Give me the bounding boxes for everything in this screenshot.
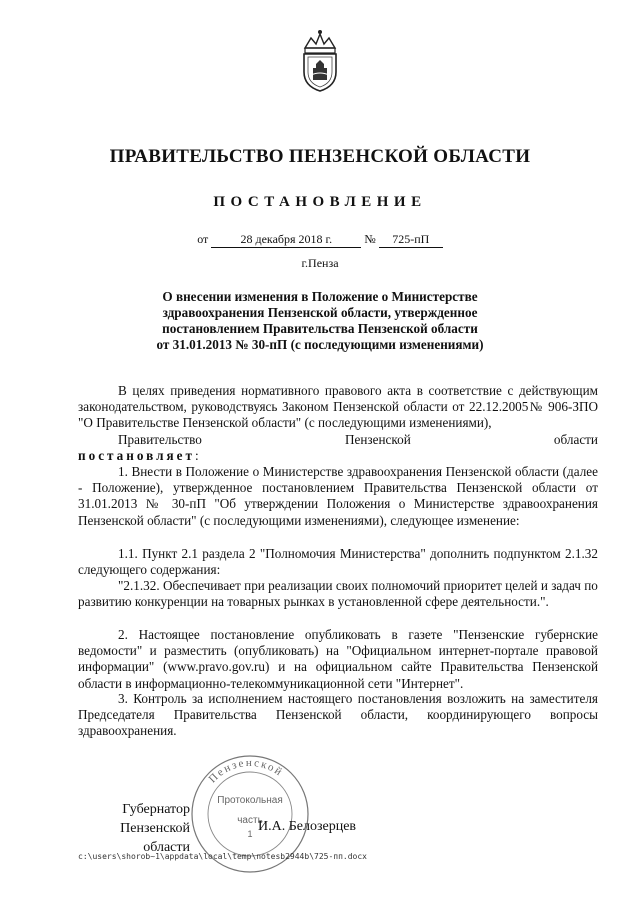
signatory-position bbox=[80, 800, 190, 857]
document-subject bbox=[0, 289, 640, 353]
subject-line: от 31.01.2013 № 30-пП (с последующими изменениями) bbox=[156, 337, 484, 352]
organization-title: ПРАВИТЕЛЬСТВО ПЕНЗЕНСКОЙ ОБЛАСТИ bbox=[109, 146, 531, 167]
decrees-colon: : bbox=[194, 447, 199, 463]
stamp-center-number: 1 bbox=[247, 829, 253, 839]
item-1-paragraph: 1. Внести в Положение о Министерстве здравоохранения Пензенской области (далее - Положение), утвержденное постановлением Правительства Пензенской области от 31.01.2013 № 30-пП "Об утверждении Положения о Министерстве здравоохранения Пензенской области" (с последующими изменениями), следующее изменение: bbox=[78, 464, 598, 528]
stamp-ring-text: Пензенской bbox=[206, 756, 286, 786]
stamp-center-line1: Протокольная bbox=[217, 795, 283, 806]
position-line: Губернатор bbox=[122, 802, 190, 817]
subject-line: О внесении изменения в Положение о Министерстве bbox=[162, 289, 478, 304]
intro-paragraph bbox=[78, 383, 598, 464]
item-2-paragraph: 2. Настоящее постановление опубликовать в газете "Пензенские губернские ведомости" и разместить (опубликовать) на "Официальном интернет-портале правовой информации" (www.pravo.gov.ru) и на официальном сайте Правительства Пензенской области в информационно-телекоммуникационной сети "Интернет". bbox=[78, 627, 598, 691]
coat-of-arms-icon bbox=[299, 28, 341, 92]
document-type-title: ПОСТАНОВЛЕНИЕ bbox=[213, 194, 427, 210]
file-path-footer: c:\users\shorob~1\appdata\local\temp\notesb2944b\725-пп.docx bbox=[78, 852, 367, 861]
quoted-amendment-paragraph: "2.1.32. Обеспечивает при реализации своих полномочий приоритет целей и задач по развитию конкуренции на товарных рынках в установленной сфере деятельности.". bbox=[78, 578, 598, 610]
document-number: 725-пП bbox=[379, 232, 443, 248]
intro-text: В целях приведения нормативного правового акта в соответствие с действующим законодательством, руководствуясь Законом Пензенской области от 22.12.2005№ 906-ЗПО "О Правительстве Пензенской области" (с последующими изменениями), bbox=[78, 383, 598, 431]
position-line: Пензенской области bbox=[120, 821, 190, 855]
intro-last-line: Правительство Пензенской области bbox=[118, 431, 598, 447]
document-date: 28 декабря 2018 г. bbox=[211, 232, 361, 248]
number-prefix: № bbox=[364, 232, 376, 246]
item-3-paragraph: 3. Контроль за исполнением настоящего постановления возложить на заместителя Председателя Правительства Пензенской области, координирующего вопросы здравоохранения. bbox=[78, 691, 598, 739]
item-1-1-paragraph: 1.1. Пункт 2.1 раздела 2 "Полномочия Министерства" дополнить подпунктом 2.1.32 следующего содержания: bbox=[78, 546, 598, 578]
signatory-name: И.А. Белозерцев bbox=[258, 819, 357, 834]
stamp-center-line2: часть bbox=[237, 815, 263, 826]
city-name: г.Пенза bbox=[301, 256, 339, 270]
decrees-word: постановляет bbox=[78, 447, 195, 463]
subject-line: здравоохранения Пензенской области, утвержденное bbox=[162, 305, 478, 320]
subject-line: постановлением Правительства Пензенской области bbox=[162, 321, 478, 336]
date-number-line bbox=[0, 232, 640, 248]
date-prefix: от bbox=[197, 232, 209, 246]
